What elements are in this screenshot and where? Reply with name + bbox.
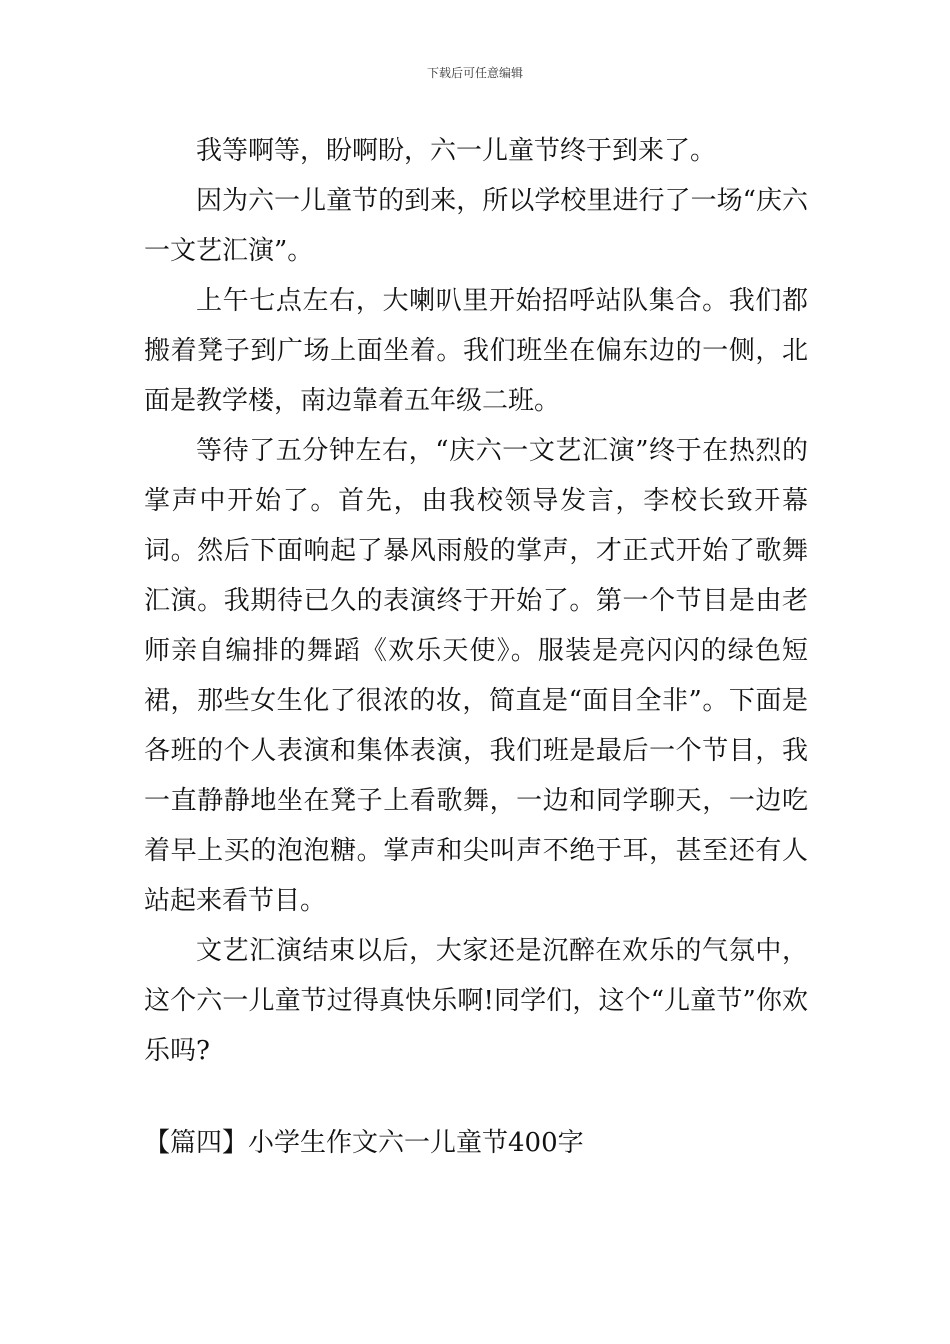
paragraph: 上午七点左右，大喇叭里开始招呼站队集合。我们都搬着凳子到广场上面坐着。我们班坐在偏东边的一侧，北面是教学楼，南边靠着五年级二班。 (144, 286, 808, 416)
paragraph: 等待了五分钟左右，“庆六一文艺汇演”终于在热烈的掌声中开始了。首先，由我校领导发言，李校长致开幕词。然后下面响起了暴风雨般的掌声，才正式开始了歌舞汇演。我期待已久的表演终于开始了。第一个节目是由老师亲自编排的舞蹈《欢乐天使》。服装是亮闪闪的绿色短裙，那些女生化了很浓的妆，简直是“面目全非”。下面是各班的个人表演和集体表演，我们班是最后一个节目，我一直静静地坐在凳子上看歌舞，一边和同学聊天，一边吃着早上买的泡泡糖。掌声和尖叫声不绝于耳，甚至还有人站起来看节目。 (144, 436, 808, 916)
essay-body (144, 126, 808, 1076)
section-title: 【篇四】小学生作文六一儿童节400字 (144, 1128, 584, 1158)
paragraph: 因为六一儿童节的到来，所以学校里进行了一场“庆六一文艺汇演”。 (144, 186, 808, 266)
paragraph: 我等啊等，盼啊盼，六一儿童节终于到来了。 (196, 136, 717, 166)
header-note: 下载后可任意编辑 (426, 66, 523, 80)
paragraph: 文艺汇演结束以后，大家还是沉醉在欢乐的气氛中，这个六一儿童节过得真快乐啊!同学们，这个“儿童节”你欢乐吗? (144, 936, 808, 1066)
